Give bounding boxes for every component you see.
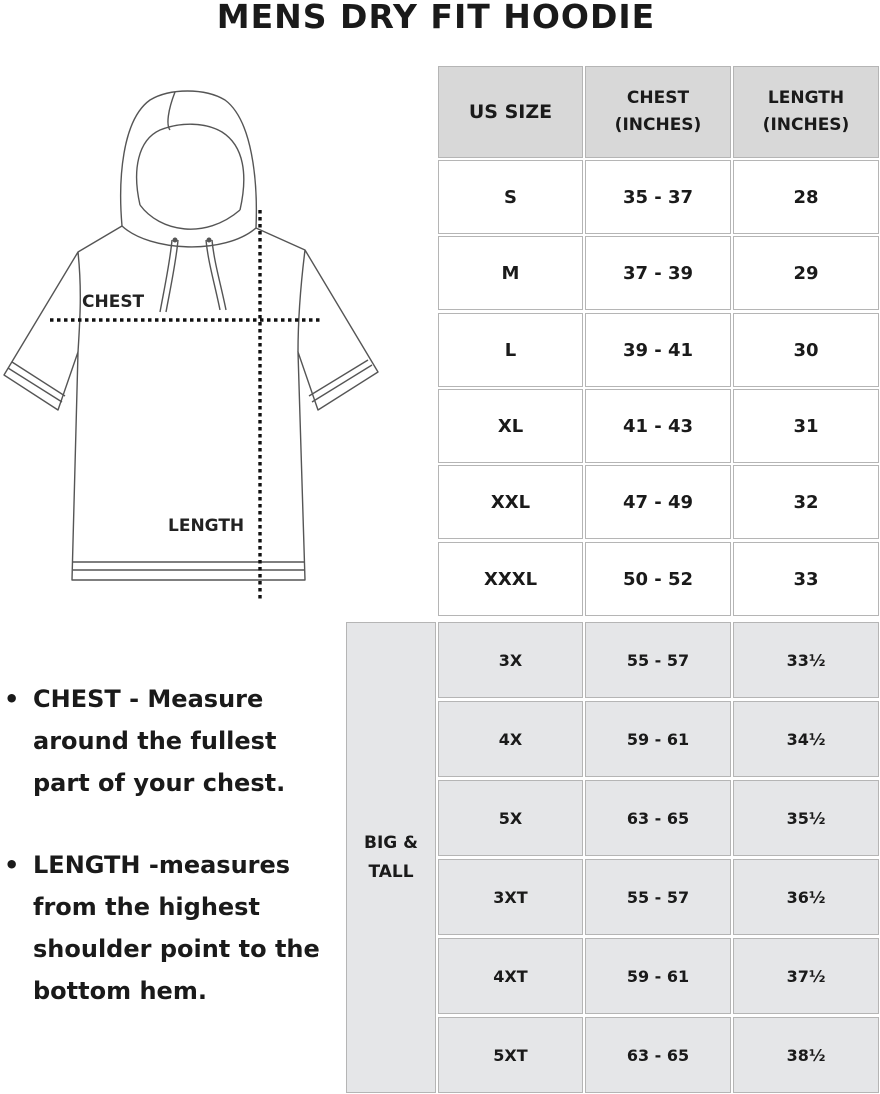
page-title: MENS DRY FIT HOODIE — [216, 0, 656, 36]
bt-length-cell: 38½ — [733, 1017, 879, 1093]
row-length-cell: 32 — [733, 465, 879, 539]
row-size-cell: L — [438, 313, 583, 387]
bt-chest-cell: 59 - 61 — [585, 938, 731, 1014]
note-chest-text: CHEST - Measure around the fullest part of your chest. — [33, 685, 286, 797]
row-size-cell: XL — [438, 389, 583, 463]
bt-length-cell: 36½ — [733, 859, 879, 935]
bt-size-cell: 4XT — [438, 938, 583, 1014]
row-size-cell: XXXL — [438, 542, 583, 616]
chest-measure-label: CHEST — [82, 292, 145, 312]
header-chest-line2: (INCHES) — [614, 115, 702, 135]
row-chest-cell: 35 - 37 — [585, 160, 731, 234]
row-length-cell: 30 — [733, 313, 879, 387]
length-measure-label: LENGTH — [168, 516, 245, 536]
header-length — [733, 66, 879, 158]
row-chest-cell: 41 - 43 — [585, 389, 731, 463]
bt-length-cell: 34½ — [733, 701, 879, 777]
bt-length-cell: 37½ — [733, 938, 879, 1014]
big-tall-line2: TALL — [368, 861, 414, 882]
row-size-cell: S — [438, 160, 583, 234]
big-tall-label — [346, 622, 436, 1093]
row-chest-cell: 37 - 39 — [585, 236, 731, 310]
row-length-cell: 28 — [733, 160, 879, 234]
hoodie-measurement-figure — [0, 80, 390, 610]
note-length-text: LENGTH -measures from the highest shoulder point to the bottom hem. — [33, 851, 320, 1005]
bt-chest-cell: 55 - 57 — [585, 859, 731, 935]
header-length-line2: (INCHES) — [762, 115, 850, 135]
bt-size-cell: 4X — [438, 701, 583, 777]
bt-size-cell: 3XT — [438, 859, 583, 935]
row-size-cell: M — [438, 236, 583, 310]
row-chest-cell: 50 - 52 — [585, 542, 731, 616]
header-us-size-text: US SIZE — [468, 100, 553, 123]
row-chest-cell: 39 - 41 — [585, 313, 731, 387]
big-tall-line1: BIG & — [364, 832, 418, 853]
bt-size-cell: 5X — [438, 780, 583, 856]
bt-length-cell: 35½ — [733, 780, 879, 856]
bt-size-cell: 5XT — [438, 1017, 583, 1093]
bt-chest-cell: 63 - 65 — [585, 1017, 731, 1093]
note-length — [0, 844, 340, 1012]
header-length-line1: LENGTH — [767, 88, 845, 108]
note-chest — [0, 678, 340, 804]
header-chest-line1: CHEST — [626, 88, 690, 108]
row-size-cell: XXL — [438, 465, 583, 539]
bt-chest-cell: 55 - 57 — [585, 622, 731, 698]
bullet-dot: • — [4, 851, 20, 879]
row-length-cell: 31 — [733, 389, 879, 463]
header-chest — [585, 66, 731, 158]
header-us-size — [438, 66, 583, 158]
bt-length-cell: 33½ — [733, 622, 879, 698]
bt-chest-cell: 59 - 61 — [585, 701, 731, 777]
bt-size-cell: 3X — [438, 622, 583, 698]
row-length-cell: 29 — [733, 236, 879, 310]
bullet-dot: • — [4, 685, 20, 713]
measurement-notes — [0, 678, 340, 1052]
bt-chest-cell: 63 - 65 — [585, 780, 731, 856]
row-chest-cell: 47 - 49 — [585, 465, 731, 539]
row-length-cell: 33 — [733, 542, 879, 616]
